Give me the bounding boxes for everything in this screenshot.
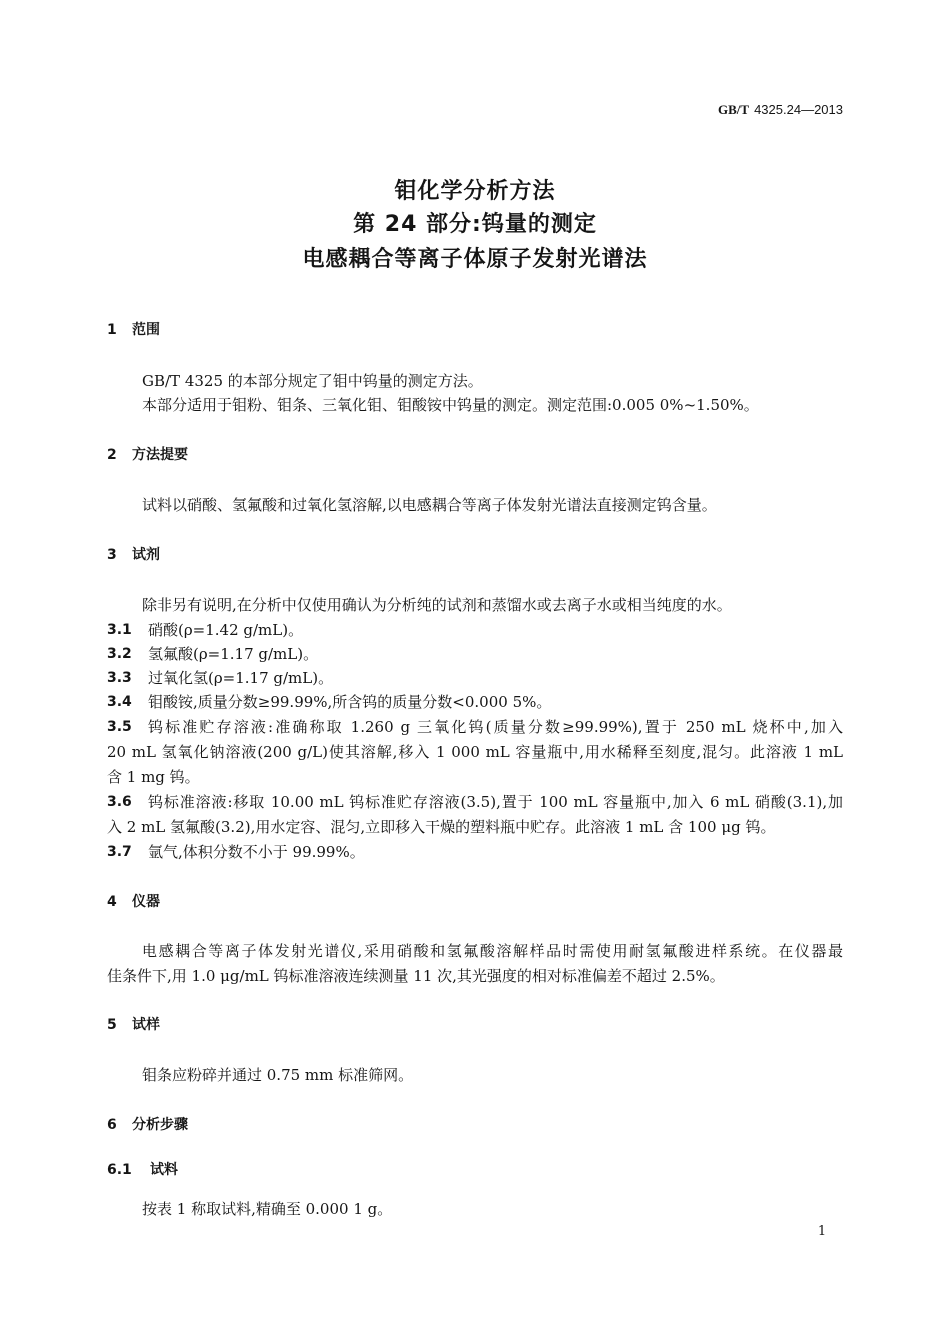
section-6-heading: [107, 1113, 843, 1137]
document-title-line-2: 第 24 部分:钨量的测定: [353, 212, 597, 237]
section-title: 方法提要: [132, 447, 188, 463]
section-3-heading: [107, 543, 843, 567]
clause-3-2: [107, 642, 843, 666]
section-number: 4: [107, 894, 117, 910]
section-2-heading: [107, 443, 843, 467]
section-title: 范围: [132, 322, 160, 338]
section-title: 试剂: [132, 547, 160, 563]
section-4-paragraph-line-2: 佳条件下,用 1.0 μg/mL 钨标准溶液连续测量 11 次,其光强度的相对标准偏差不超过 2.5%。: [107, 967, 725, 985]
section-number: 5: [107, 1017, 117, 1033]
clause-number: 3.7: [107, 844, 132, 860]
clause-text: 钼酸铵,质量分数≥99.99%,所含钨的质量分数<0.000 5%。: [148, 693, 552, 711]
clause-number: 3.1: [107, 622, 132, 638]
clause-number: 3.3: [107, 670, 132, 686]
section-2-paragraph-1: 试料以硝酸、氢氟酸和过氧化氢溶解,以电感耦合等离子体发射光谱法直接测定钨含量。: [142, 496, 717, 514]
clause-text: 过氧化氢(ρ=1.17 g/mL)。: [148, 669, 334, 687]
standard-code-number: 4325.24—2013: [754, 102, 843, 117]
clause-3-6-line-2: 入 2 mL 氢氟酸(3.2),用水定容、混匀,立即移入干燥的塑料瓶中贮存。此溶液 1 mL 含 100 μg 钨。: [107, 818, 776, 836]
section-number: 2: [107, 447, 117, 463]
subsection-6-1-heading: [107, 1158, 843, 1182]
section-number: 1: [107, 322, 117, 338]
clause-3-5-line-3: 含 1 mg 钨。: [107, 768, 200, 786]
section-number: 3: [107, 547, 117, 563]
clause-text: 氩气,体积分数不小于 99.99%。: [148, 843, 365, 861]
section-5-paragraph-1: 钼条应粉碎并通过 0.75 mm 标准筛网。: [142, 1066, 414, 1084]
standard-code-prefix: GB/T: [718, 102, 750, 117]
section-4-heading: [107, 890, 843, 914]
clause-text: 钨标准贮存溶液:准确称取 1.260 g 三氧化钨(质量分数≥99.99%),置于 250 mL 烧杯中,加入: [148, 718, 843, 736]
clause-text: 硝酸(ρ=1.42 g/mL)。: [148, 621, 304, 639]
clause-3-6: [107, 790, 843, 814]
section-3-paragraph-1: 除非另有说明,在分析中仅使用确认为分析纯的试剂和蒸馏水或去离子水或相当纯度的水。: [142, 596, 732, 614]
section-5-heading: [107, 1013, 843, 1037]
section-number: 6: [107, 1117, 117, 1133]
subsection-number: 6.1: [107, 1162, 132, 1178]
clause-3-4: [107, 690, 843, 714]
clause-number: 3.5: [107, 719, 132, 735]
clause-number: 3.4: [107, 694, 132, 710]
clause-text: 氢氟酸(ρ=1.17 g/mL)。: [148, 645, 319, 663]
subsection-6-1-paragraph-1: 按表 1 称取试料,精确至 0.000 1 g。: [142, 1200, 393, 1218]
section-title: 试样: [132, 1017, 160, 1033]
section-1-paragraph-2: 本部分适用于钼粉、钼条、三氧化钼、钼酸铵中钨量的测定。测定范围:0.005 0%~1.50%。: [142, 396, 759, 414]
clause-number: 3.6: [107, 794, 132, 810]
section-title: 仪器: [132, 894, 160, 910]
clause-number: 3.2: [107, 646, 132, 662]
section-1-heading: [107, 318, 843, 342]
section-4-paragraph-line-1: 电感耦合等离子体发射光谱仪,采用硝酸和氢氟酸溶解样品时需使用耐氢氟酸进样系统。在仪器最: [142, 942, 843, 960]
clause-3-1: [107, 618, 843, 642]
clause-3-3: [107, 666, 843, 690]
clause-3-7: [107, 840, 843, 864]
section-title: 分析步骤: [132, 1117, 188, 1133]
clause-text: 钨标准溶液:移取 10.00 mL 钨标准贮存溶液(3.5),置于 100 mL 容量瓶中,加入 6 mL 硝酸(3.1),加: [148, 793, 843, 811]
page-number: 1: [817, 1224, 827, 1239]
document-title-line-1: 钼化学分析方法: [394, 179, 556, 204]
clause-3-5: [107, 715, 843, 739]
subsection-title: 试料: [150, 1162, 178, 1178]
clause-3-5-line-2: 20 mL 氢氧化钠溶液(200 g/L)使其溶解,移入 1 000 mL 容量瓶中,用水稀释至刻度,混匀。此溶液 1 mL: [107, 743, 843, 761]
standard-code-header: [718, 100, 843, 120]
section-1-paragraph-1: GB/T 4325 的本部分规定了钼中钨量的测定方法。: [142, 372, 483, 390]
document-title-line-3: 电感耦合等离子体原子发射光谱法: [302, 247, 648, 272]
